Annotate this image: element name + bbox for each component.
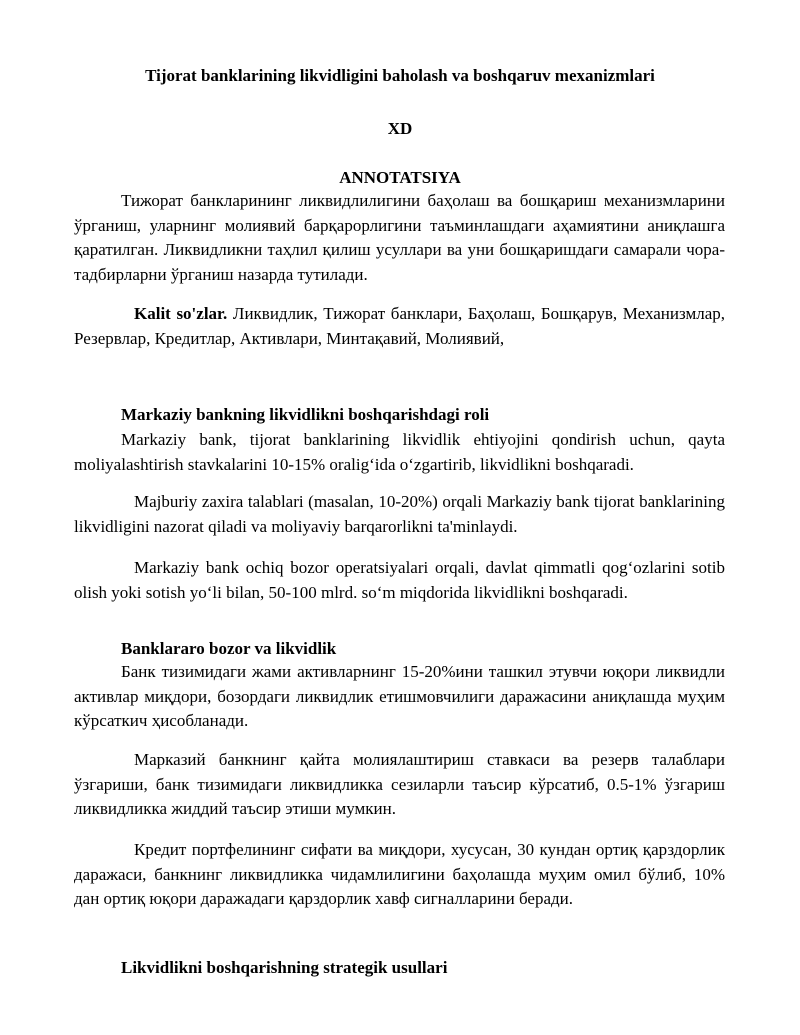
keywords-label: Kalit so'zlar. [134,304,228,323]
section2-paragraph-2: Марказий банкнинг қайта молиялаштириш ставкаси ва резерв талаблари ўзгариши, банк тизимидаги ликвидликка сезиларли таъсир кўрсатиб, 0.5-1% ўзгариш ликвидликка жиддий таъсир этиши мумкин. [74,750,725,818]
keywords-paragraph [74,302,725,351]
section1-paragraph-2: Majburiy zaxira talablari (masalan, 10-20%) orqali Markaziy bank tijorat banklarining likvidligini nazorat qiladi va moliyaviy barqarorlikni ta'minlaydi. [74,492,725,536]
section3-heading: Likvidlikni boshqarishning strategik usullari [121,958,448,977]
section1-paragraph-3: Markaziy bank ochiq bozor operatsiyalari orqali, davlat qimmatli qog‘ozlarini sotib olish yoki sotish yo‘li bilan, 50-100 mlrd. so‘m miqdorida likvidlikni boshqaradi. [74,558,725,602]
annotation-paragraph: Тижорат банкларининг ликвидлилигини баҳолаш ва бошқариш механизмларини ўрганиш, уларнинг молиявий барқарорлигини таъминлашдаги аҳамиятини аниқлашга қаратилган. Ликвидликни таҳлил қилиш усуллари ва уни бошқаришдаги самарали чора-тадбирларни ўрганиш назарда тутилади. [74,191,725,284]
section1-paragraph-1: Markaziy bank, tijorat banklarining likvidlik ehtiyojini qondirish uchun, qayta moliyalashtirish stavkalarini 10-15% oralig‘ida o‘zgartirib, likvidlikni boshqaradi. [74,430,725,474]
annotation-heading: ANNOTATSIYA [339,168,461,187]
section1-heading: Markaziy bankning likvidlikni boshqarishdagi roli [121,405,490,424]
section2-paragraph-3: Кредит портфелининг сифати ва миқдори, хусусан, 30 кундан ортиқ қарздорлик даражаси, банкнинг ликвидликка чидамлилигини баҳолашда муҳим омил бўлиб, 10% дан ортиқ юқори даражадаги қарздорлик хавф сигналларини беради. [74,840,725,908]
document-title: Tijorat banklarining likvidligini baholash va boshqaruv mexanizmlari [145,66,655,85]
keywords-text: Ликвидлик, Тижорат банклари, Баҳолаш, Бошқарув, Механизмлар, Резервлар, Кредитлар, Активлари, Минтақавий, Молиявий, [74,304,725,348]
document-code: XD [387,119,413,138]
section2-paragraph-1: Банк тизимидаги жами активларнинг 15-20%ини ташкил этувчи юқори ликвидли активлар миқдори, бозордаги ликвидлик етишмовчилиги даражасини аниқлашда муҳим кўрсаткич ҳисобланади. [74,662,725,730]
section2-heading: Banklararo bozor va likvidlik [121,639,337,658]
